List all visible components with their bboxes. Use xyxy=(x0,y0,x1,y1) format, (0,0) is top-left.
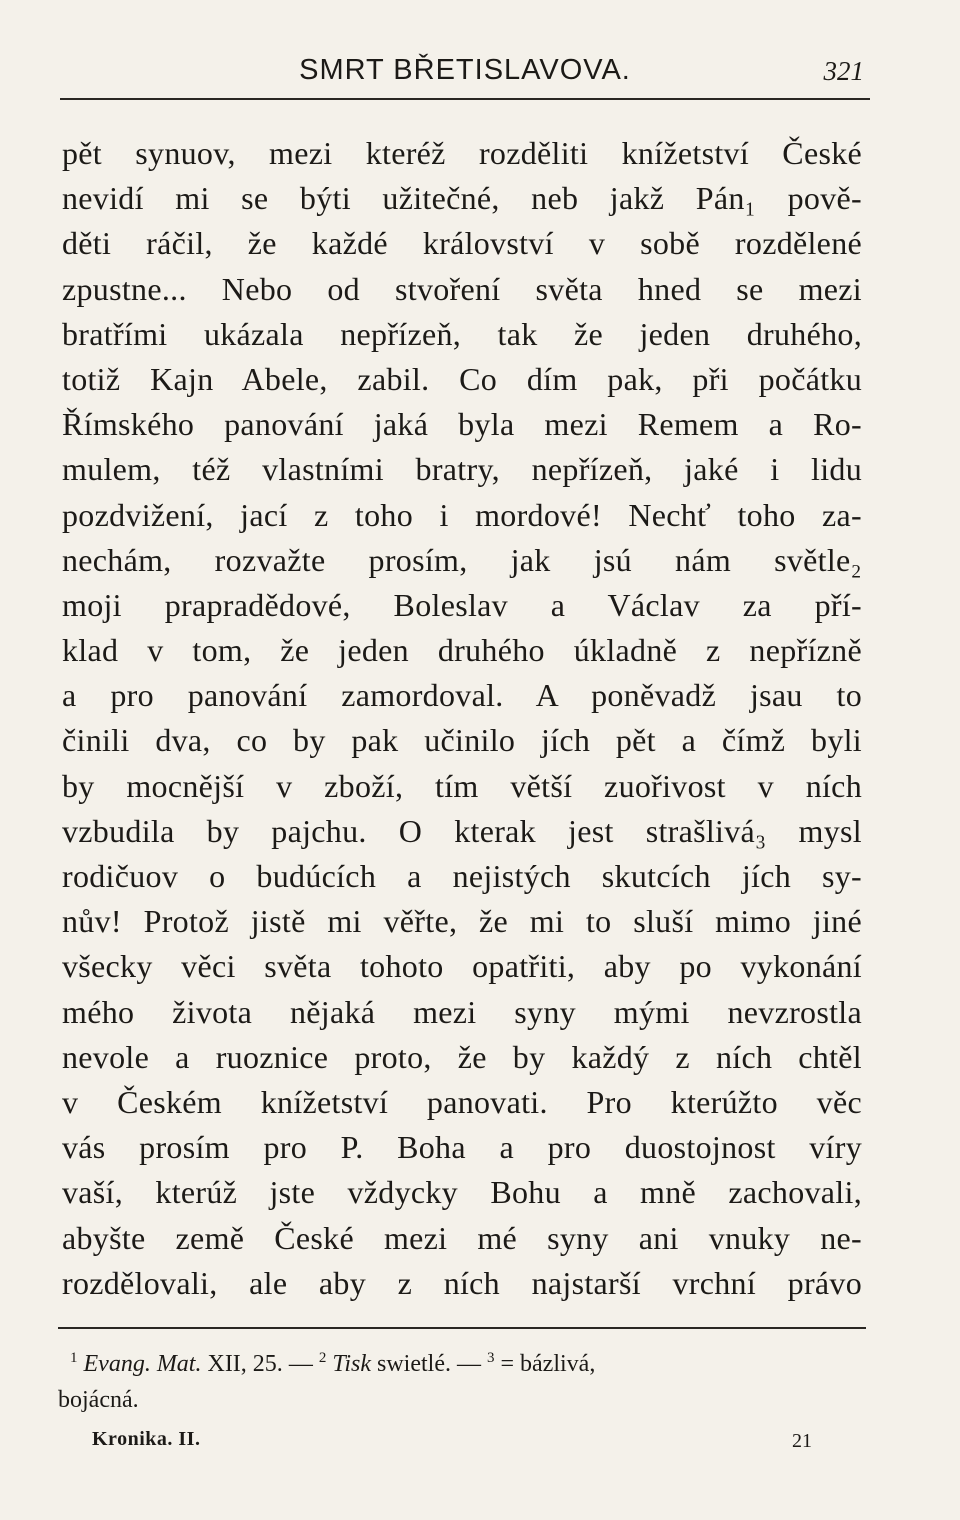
text-line: vzbudila by pajchu. O kterak jest strašlivá₃ mysl xyxy=(62,812,862,849)
footnote-rule xyxy=(58,1327,866,1329)
text-line: abyšte země České mezi mé syny ani vnuky ne- xyxy=(62,1219,862,1256)
footnote-text: bojácná. xyxy=(58,1387,139,1413)
text-line: by mocnější v zboží, tím větší zuořivost v ních xyxy=(62,767,862,804)
text-line: všecky věci světa tohoto opatřiti, aby po vykonání xyxy=(62,948,862,985)
page-number: 321 xyxy=(823,56,864,86)
text-line: rodičuov o budúcích a nejistých skutcích jích sy- xyxy=(62,858,862,894)
footnote-reference: XII, 25. xyxy=(207,1351,283,1377)
text-line: pět synuov, mezi kteréž rozděliti knížetství České xyxy=(62,135,862,171)
body-text xyxy=(62,131,862,1306)
footnote-text: swietlé. xyxy=(377,1351,451,1377)
text-line: klad v tom, že jeden druhého úkladně z nepřízně xyxy=(62,632,862,669)
footnote-separator: — xyxy=(288,1351,313,1377)
text-line: děti ráčil, že každé království v sobě rozdělené xyxy=(62,225,862,262)
footnote-marker: 1 xyxy=(70,1350,78,1366)
text-line: mého života nějaká mezi syny mými nevzrostla xyxy=(62,993,862,1030)
text-line: moji prapradědové, Boleslav a Václav za pří- xyxy=(62,586,862,623)
text-line: a pro panování zamordoval. A poněvadž jsau to xyxy=(62,677,862,714)
text-line: Římského panování jaká byla mezi Remem a Ro- xyxy=(62,406,862,443)
text-line: nevidí mi se býti užitečné, neb jakž Pán₁ pově- xyxy=(62,180,862,217)
running-title: SMRT BŘETISLAVOVA. xyxy=(299,54,631,86)
sheet-number: 21 xyxy=(792,1430,812,1452)
text-line: mulem, též vlastními bratry, nepřízeň, jaké i lidu xyxy=(62,451,862,488)
text-line: nův! Protož jistě mi věřte, že mi to sluší mimo jiné xyxy=(62,903,862,940)
footnote-separator: — xyxy=(456,1351,481,1377)
footnote-line xyxy=(58,1340,866,1382)
text-line: bratřími ukázala nepřízeň, tak že jeden druhého, xyxy=(62,315,862,352)
printer-signature: Kronika. II. xyxy=(92,1428,201,1450)
text-line: zpustne... Nebo od stvoření světa hned se mezi xyxy=(62,270,862,307)
footnote-source: Evang. Mat. xyxy=(83,1351,202,1377)
page-header xyxy=(60,50,870,100)
footnote-term: Tisk xyxy=(332,1351,371,1377)
text-line: pozdvižení, jací z toho i mordové! Nechť toho za- xyxy=(62,496,862,533)
text-line: v Českém knížetství panovati. Pro kterúžto věc xyxy=(62,1083,862,1120)
footnote-line xyxy=(58,1382,866,1418)
text-line: totiž Kajn Abele, zabil. Co dím pak, při počátku xyxy=(62,360,862,397)
text-line: nechám, rozvažte prosím, jak jsú nám světle₂ xyxy=(62,541,862,578)
footnote-marker: 3 xyxy=(486,1350,495,1366)
text-line: nevole a ruoznice proto, že by každý z ních chtěl xyxy=(62,1038,862,1075)
footnotes xyxy=(58,1340,866,1418)
page-footer xyxy=(92,1428,812,1468)
text-line: činili dva, co by pak učinilo jích pět a čímž byli xyxy=(62,722,862,759)
text-line: rozdělovali, ale aby z ních najstarší vrchní právo xyxy=(62,1264,862,1301)
footnote-text: = bázlivá, xyxy=(500,1351,596,1377)
text-line: vaší, kterúž jste vždycky Bohu a mně zachovali, xyxy=(62,1174,862,1211)
text-line: vás prosím pro P. Boha a pro duostojnost víry xyxy=(62,1129,862,1166)
footnote-marker: 2 xyxy=(318,1350,327,1366)
